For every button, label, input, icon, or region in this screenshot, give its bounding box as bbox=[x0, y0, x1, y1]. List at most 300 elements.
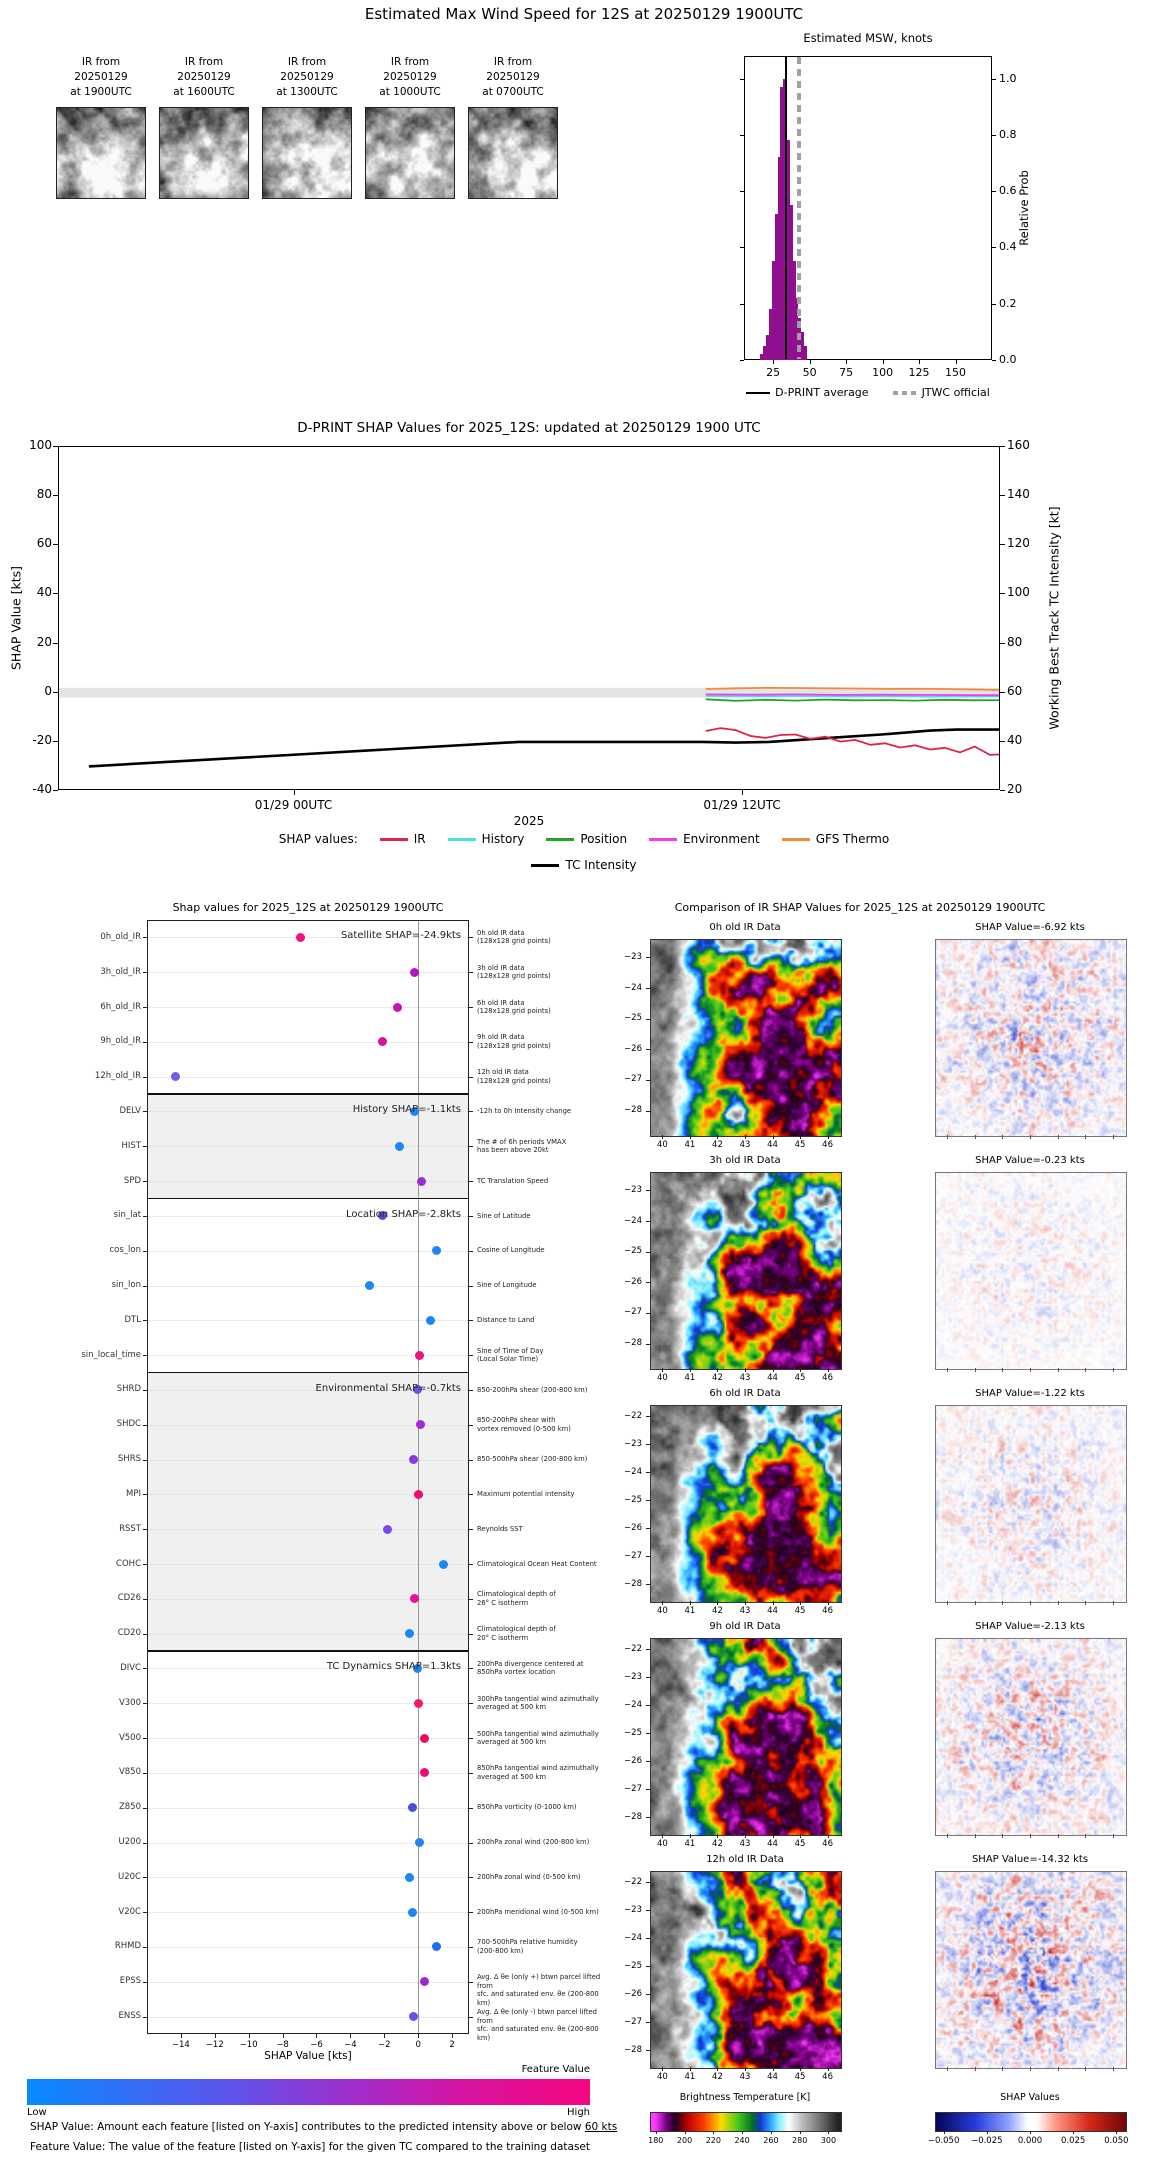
timeseries-ytick bbox=[1000, 790, 1005, 791]
bt-cb-tick-label: 300 bbox=[820, 2136, 837, 2145]
ir-xtick-label: 40 bbox=[656, 1140, 668, 1150]
ir-ytick-label: −24 bbox=[624, 1215, 642, 1226]
timeseries-ytick bbox=[53, 692, 58, 693]
shap-xtick bbox=[1002, 1601, 1003, 1605]
ir-ytick-label: −27 bbox=[624, 1550, 642, 1561]
timeseries-ytick-right: 40 bbox=[1007, 732, 1023, 747]
ir-ytick bbox=[646, 1080, 650, 1081]
feature-label: DIVC bbox=[120, 1662, 141, 1673]
feature-desc: -12h to 0h Intensity change bbox=[477, 1107, 572, 1116]
histogram-ytick bbox=[992, 135, 996, 136]
histogram-ytick bbox=[740, 360, 744, 361]
feature-desc: 500hPa tangential wind azimuthally averaged at 500 km bbox=[477, 1729, 599, 1747]
shap-xtick bbox=[1058, 1601, 1059, 1605]
timeseries-xlabel: 2025 bbox=[513, 814, 545, 828]
shap-xtick bbox=[1030, 1368, 1031, 1372]
row-gridline bbox=[148, 1599, 468, 1600]
bt-colorbar-label: Brightness Temperature [K] bbox=[679, 2092, 811, 2103]
ir-xtick bbox=[828, 1601, 829, 1605]
ir-panel-title: 6h old IR Data bbox=[709, 1388, 781, 1399]
featurevalue-colorbar-label: Feature Value bbox=[521, 2064, 590, 2075]
timeseries-legend-row1 bbox=[160, 832, 1008, 846]
shap-value-image bbox=[935, 939, 1127, 1137]
dotplot-xtick-label: −2 bbox=[377, 2040, 391, 2050]
histogram-ytick bbox=[992, 360, 996, 361]
ir-xtick bbox=[800, 1368, 801, 1372]
shap-xtick bbox=[1058, 1368, 1059, 1372]
feature-desc: 9h old IR data (128x128 grid points) bbox=[477, 1033, 551, 1050]
legend-label: Position bbox=[580, 832, 628, 846]
ir-xtick bbox=[773, 1834, 774, 1838]
ir-ytick-label: −27 bbox=[624, 1307, 642, 1318]
shap-panel-title: SHAP Value=-6.92 kts bbox=[975, 922, 1085, 933]
ir-ytick-label: −25 bbox=[624, 1013, 642, 1024]
dotplot-right-tick bbox=[469, 1738, 473, 1739]
legend-label: TC Intensity bbox=[565, 858, 637, 872]
histogram-ytick-label: 0.8 bbox=[999, 127, 1017, 141]
jtwc-official-line bbox=[797, 57, 801, 359]
ir-ytick bbox=[646, 1789, 650, 1790]
dotplot-right-tick bbox=[469, 1529, 473, 1530]
bt-cb-tick bbox=[742, 2131, 743, 2134]
ir-xtick bbox=[745, 1135, 746, 1139]
ir-xtick-label: 46 bbox=[822, 1373, 833, 1383]
ir-data-image bbox=[650, 1172, 842, 1370]
shap-cb-tick bbox=[987, 2131, 988, 2134]
dotplot-ytick bbox=[143, 972, 147, 973]
dotplot-xtick bbox=[350, 2034, 351, 2038]
ir-xtick bbox=[773, 2067, 774, 2071]
ir-data-image bbox=[650, 939, 842, 1137]
row-gridline bbox=[148, 1007, 468, 1008]
shap-xtick bbox=[1085, 1601, 1086, 1605]
legend-entry-history bbox=[448, 832, 525, 846]
ir-xtick-label: 40 bbox=[656, 1606, 668, 1616]
row-gridline bbox=[148, 1947, 468, 1948]
feature-label: V300 bbox=[118, 1697, 141, 1708]
ir-xtick bbox=[800, 1834, 801, 1838]
ir-xtick-label: 43 bbox=[739, 1606, 751, 1616]
ir-ytick-label: −22 bbox=[624, 1876, 642, 1887]
timeseries-ytick-left: 0 bbox=[44, 683, 52, 698]
ir-xtick-label: 44 bbox=[767, 2072, 778, 2082]
shap-dot bbox=[408, 1803, 417, 1812]
dotplot-right-tick bbox=[469, 1634, 473, 1635]
histogram-ytick-label: 0.4 bbox=[999, 240, 1017, 254]
dotplot-xtick-label: −6 bbox=[310, 2040, 323, 2050]
series-line-environment bbox=[706, 694, 1000, 695]
shap-xtick bbox=[1030, 1135, 1031, 1139]
timeseries-ytick bbox=[1000, 593, 1005, 594]
timeseries-ylabel-left: SHAP Value [kts] bbox=[8, 565, 24, 671]
feature-label: 6h_old_IR bbox=[100, 1001, 141, 1012]
ir-thumbnail-image bbox=[262, 107, 352, 199]
ir-xtick bbox=[828, 2067, 829, 2071]
ir-panel-title: 12h old IR Data bbox=[706, 1854, 784, 1865]
ir-xtick-label: 44 bbox=[767, 1839, 778, 1849]
shap-value-image bbox=[935, 1871, 1127, 2069]
ir-thumbnail-label: IR from 20250129 at 0700UTC bbox=[482, 56, 544, 98]
ir-ytick bbox=[646, 1221, 650, 1222]
ir-xtick-label: 42 bbox=[712, 1373, 723, 1383]
ir-xtick-label: 40 bbox=[656, 2072, 668, 2082]
shap-xtick bbox=[975, 2067, 976, 2071]
shap-xtick bbox=[1030, 1834, 1031, 1838]
ir-xtick bbox=[800, 1601, 801, 1605]
dotplot-xtick-label: −4 bbox=[344, 2040, 357, 2050]
shap-dot bbox=[420, 1768, 429, 1777]
shap-xtick bbox=[947, 1834, 948, 1838]
legend-entry bbox=[746, 386, 868, 399]
ir-xtick bbox=[828, 1135, 829, 1139]
timeseries-ytick bbox=[1000, 495, 1005, 496]
ir-xtick-label: 46 bbox=[822, 1839, 833, 1849]
ir-xtick bbox=[717, 1834, 718, 1838]
shap-xtick bbox=[1113, 1135, 1114, 1139]
feature-desc: 850hPa vorticity (0-1000 km) bbox=[477, 1803, 577, 1812]
dotplot-title: Shap values for 2025_12S at 20250129 1900UTC bbox=[172, 901, 444, 914]
dotplot-right-tick bbox=[469, 1146, 473, 1147]
shap-cb-tick bbox=[1030, 2131, 1031, 2134]
timeseries-ytick-right: 100 bbox=[1007, 585, 1030, 600]
histogram-xtick-label: 150 bbox=[945, 366, 967, 379]
feature-desc: Climatological depth of 26° C isotherm bbox=[477, 1590, 556, 1607]
timeseries-ytick-left: 80 bbox=[36, 487, 52, 502]
feature-label: 0h_old_IR bbox=[100, 931, 141, 942]
timeseries-ytick-left: 20 bbox=[36, 634, 52, 649]
bt-cb-tick-label: 260 bbox=[763, 2136, 779, 2145]
ir-ytick-label: −22 bbox=[624, 1643, 642, 1654]
timeseries-svg bbox=[59, 447, 1000, 790]
feature-desc: TC Translation Speed bbox=[477, 1176, 549, 1185]
histogram-ytick bbox=[740, 135, 744, 136]
timeseries-ytick bbox=[53, 544, 58, 545]
ir-xtick-label: 43 bbox=[739, 2072, 751, 2082]
footnote-shap-value-text: SHAP Value: Amount each feature [listed on Y-axis] contributes to the predicted intensity above or below bbox=[30, 2121, 585, 2133]
featurevalue-colorbar bbox=[27, 2079, 590, 2105]
timeseries-ytick-right: 60 bbox=[1007, 683, 1023, 698]
feature-desc: Sine of Time of Day (Local Solar Time) bbox=[477, 1346, 544, 1364]
shap-xtick bbox=[1113, 2067, 1114, 2071]
footnote-threshold: 60 kts bbox=[584, 2121, 618, 2133]
timeseries-ytick bbox=[53, 741, 58, 742]
dotplot-xtick bbox=[316, 2034, 317, 2038]
bt-cb-tick bbox=[800, 2131, 801, 2134]
line-swatch bbox=[649, 838, 677, 841]
shap-xtick bbox=[1002, 1834, 1003, 1838]
feature-desc: 850hPa tangential wind azimuthally averaged at 500 km bbox=[477, 1764, 599, 1781]
comparison-title: Comparison of IR SHAP Values for 2025_12S at 20250129 1900UTC bbox=[674, 901, 1046, 914]
dotplot-xtick-label: −14 bbox=[171, 2040, 190, 2050]
dotplot-xlabel: SHAP Value [kts] bbox=[264, 2050, 352, 2062]
shap-dot bbox=[439, 1560, 448, 1569]
ir-ytick-label: −26 bbox=[624, 1043, 642, 1054]
ir-xtick-label: 41 bbox=[684, 1373, 696, 1383]
ir-xtick-label: 45 bbox=[794, 1140, 806, 1150]
timeseries-ytick bbox=[53, 495, 58, 496]
ir-data-image bbox=[650, 1405, 842, 1603]
row-gridline bbox=[148, 1460, 468, 1461]
ir-xtick-label: 45 bbox=[794, 1839, 806, 1849]
shap-cb-tick-label: −0.025 bbox=[971, 2136, 1003, 2146]
ir-xtick bbox=[800, 1135, 801, 1139]
ir-ytick-label: −25 bbox=[624, 1246, 642, 1257]
feature-label: 3h_old_IR bbox=[100, 966, 141, 977]
shap-dot bbox=[405, 1873, 414, 1882]
shap-dot bbox=[378, 1037, 387, 1046]
histogram-ytick-label: 1.0 bbox=[999, 71, 1017, 85]
ir-xtick bbox=[745, 1834, 746, 1838]
bt-cb-tick-label: 240 bbox=[734, 2136, 750, 2145]
histogram-xtick-label: 125 bbox=[908, 366, 930, 379]
dotplot-ytick bbox=[143, 1808, 147, 1809]
ir-ytick-label: −28 bbox=[624, 1578, 642, 1589]
shap-xtick bbox=[1058, 1834, 1059, 1838]
dotplot-xtick-label: 0 bbox=[415, 2040, 421, 2050]
legend-label: D-PRINT average bbox=[775, 386, 869, 399]
ir-ytick bbox=[646, 1649, 650, 1650]
legend-label: History bbox=[481, 832, 525, 846]
ir-xtick-label: 45 bbox=[794, 2072, 806, 2082]
feature-desc: 6h old IR data (128x128 grid points) bbox=[477, 998, 551, 1016]
feature-label: HIST bbox=[121, 1140, 141, 1151]
ir-ytick-label: −25 bbox=[624, 1494, 642, 1505]
dotplot-xtick-label: −8 bbox=[276, 2040, 289, 2050]
timeseries-title: D-PRINT SHAP Values for 2025_12S: updated at 20250129 1900 UTC bbox=[297, 420, 761, 436]
ir-ytick-label: −25 bbox=[624, 1727, 642, 1738]
feature-desc: 850-500hPa shear (200-800 km) bbox=[477, 1455, 588, 1464]
shap-dot bbox=[395, 1142, 404, 1151]
dotplot-ytick bbox=[143, 937, 147, 938]
ir-xtick-label: 44 bbox=[767, 1606, 778, 1616]
bt-cb-tick bbox=[656, 2131, 657, 2134]
ir-ytick-label: −28 bbox=[624, 2044, 642, 2055]
featurevalue-low-label: Low bbox=[27, 2107, 47, 2118]
feature-label: DELV bbox=[119, 1105, 141, 1116]
timeseries-ytick bbox=[1000, 643, 1005, 644]
dotplot-ytick bbox=[143, 1564, 147, 1565]
dotplot-right-tick bbox=[469, 1460, 473, 1461]
dotplot-right-tick bbox=[469, 1668, 473, 1669]
ir-ytick bbox=[646, 1677, 650, 1678]
feature-label: U200 bbox=[118, 1837, 141, 1848]
feature-label: V850 bbox=[118, 1767, 141, 1778]
ir-xtick-label: 42 bbox=[712, 1140, 723, 1150]
histogram-xtick bbox=[846, 360, 847, 364]
shap-xtick bbox=[1113, 1834, 1114, 1838]
section-label: Environmental SHAP=-0.7kts bbox=[315, 1382, 461, 1394]
series-line-tc-intensity bbox=[89, 730, 1000, 767]
histogram-ytick bbox=[740, 247, 744, 248]
ir-ytick bbox=[646, 1761, 650, 1762]
shap-xtick bbox=[975, 1135, 976, 1139]
ir-xtick bbox=[773, 1601, 774, 1605]
histogram-xtick-label: 25 bbox=[766, 366, 781, 379]
feature-desc: Reynolds SST bbox=[477, 1524, 523, 1533]
dotplot-xtick-label: −10 bbox=[239, 2040, 258, 2050]
timeseries-ytick-left: 60 bbox=[36, 536, 52, 551]
ir-xtick-label: 43 bbox=[739, 1839, 751, 1849]
ir-xtick bbox=[662, 1601, 663, 1605]
timeseries-ytick-left: -40 bbox=[32, 782, 52, 796]
ir-xtick-label: 46 bbox=[822, 1606, 833, 1616]
ir-ytick bbox=[646, 1556, 650, 1557]
section-divider bbox=[147, 1650, 469, 1652]
footnote-shap-value bbox=[30, 2121, 617, 2133]
feature-desc: 300hPa tangential wind azimuthally averaged at 500 km bbox=[477, 1694, 599, 1712]
histogram-xtick bbox=[810, 360, 811, 364]
shap-panel-title: SHAP Value=-0.23 kts bbox=[975, 1155, 1085, 1166]
bt-cb-tick-label: 200 bbox=[676, 2136, 693, 2145]
ir-ytick bbox=[646, 1500, 650, 1501]
histogram-ylabel: Relative Prob bbox=[1017, 170, 1031, 246]
page-title: Estimated Max Wind Speed for 12S at 20250129 1900UTC bbox=[364, 5, 804, 23]
ir-xtick-label: 42 bbox=[712, 1839, 723, 1849]
dotplot-ytick bbox=[143, 1425, 147, 1426]
ir-ytick bbox=[646, 988, 650, 989]
ir-xtick bbox=[800, 2067, 801, 2071]
feature-label: 12h_old_IR bbox=[94, 1071, 141, 1082]
dotplot-right-tick bbox=[469, 1494, 473, 1495]
ir-xtick-label: 44 bbox=[767, 1373, 778, 1383]
ir-ytick-label: −24 bbox=[624, 1699, 642, 1710]
shap-dot bbox=[410, 968, 419, 977]
dotplot-ytick bbox=[143, 1390, 147, 1391]
ir-thumbnail-label: IR from 20250129 at 1300UTC bbox=[276, 56, 338, 98]
ir-xtick bbox=[690, 1135, 691, 1139]
dotplot-right-tick bbox=[469, 1808, 473, 1809]
shap-value-image bbox=[935, 1638, 1127, 1836]
ir-ytick bbox=[646, 1817, 650, 1818]
shap-xtick bbox=[1002, 1368, 1003, 1372]
ir-panel-title: 9h old IR Data bbox=[709, 1621, 781, 1632]
dotplot-ytick bbox=[143, 1529, 147, 1530]
row-gridline bbox=[148, 1564, 468, 1565]
histogram-xtick bbox=[956, 360, 957, 364]
ir-xtick-label: 41 bbox=[684, 1606, 696, 1616]
histogram-xtick-label: 100 bbox=[872, 366, 894, 379]
ir-ytick bbox=[646, 1344, 650, 1345]
ir-ytick bbox=[646, 1966, 650, 1967]
dotplot-ytick bbox=[143, 1738, 147, 1739]
legend-entry-ir bbox=[380, 832, 426, 846]
shap-dot bbox=[414, 1699, 423, 1708]
row-gridline bbox=[148, 1042, 468, 1043]
ir-xtick bbox=[828, 1834, 829, 1838]
ir-thumbnail-label: IR from 20250129 at 1600UTC bbox=[173, 56, 235, 98]
feature-desc: Climatological depth of 20° C isotherm bbox=[477, 1625, 556, 1642]
shap-xtick bbox=[1058, 2067, 1059, 2071]
shap-xtick bbox=[1113, 1601, 1114, 1605]
feature-desc: Sine of Longitude bbox=[477, 1281, 537, 1290]
ir-xtick-label: 41 bbox=[684, 1140, 696, 1150]
histogram-xtick-label: 50 bbox=[802, 366, 817, 379]
feature-desc: Distance to Land bbox=[477, 1316, 535, 1325]
series-line-history bbox=[706, 696, 1000, 697]
dotplot-right-tick bbox=[469, 1286, 473, 1287]
ir-ytick bbox=[646, 1444, 650, 1445]
dotplot-right-tick bbox=[469, 1042, 473, 1043]
shap-panel-title: SHAP Value=-14.32 kts bbox=[971, 1854, 1089, 1865]
histogram-legend bbox=[654, 386, 1082, 399]
feature-label: V20C bbox=[118, 1906, 141, 1917]
shap-xtick bbox=[947, 1601, 948, 1605]
dotplot-right-tick bbox=[469, 1390, 473, 1391]
shap-panel-title: SHAP Value=-1.22 kts bbox=[975, 1388, 1085, 1399]
feature-label: COHC bbox=[116, 1558, 141, 1569]
dotplot-xtick bbox=[249, 2034, 250, 2038]
ir-xtick-label: 42 bbox=[712, 1606, 723, 1616]
ir-ytick bbox=[646, 957, 650, 958]
timeseries-ytick bbox=[1000, 692, 1005, 693]
ir-ytick bbox=[646, 1882, 650, 1883]
ir-ytick-label: −23 bbox=[624, 1184, 642, 1195]
ir-xtick-label: 43 bbox=[739, 1373, 751, 1383]
feature-label: MPI bbox=[126, 1488, 141, 1499]
ir-xtick bbox=[828, 1368, 829, 1372]
ir-ytick bbox=[646, 2050, 650, 2051]
dotplot-right-tick bbox=[469, 1216, 473, 1217]
dotplot-ytick bbox=[143, 1042, 147, 1043]
ir-thumbnail-label: IR from 20250129 at 1000UTC bbox=[379, 56, 441, 98]
legend-label: JTWC official bbox=[921, 386, 990, 399]
histogram-ytick bbox=[740, 79, 744, 80]
ir-ytick bbox=[646, 1313, 650, 1314]
dotplot-right-tick bbox=[469, 1077, 473, 1078]
shap-cb-tick-label: 0.050 bbox=[1104, 2136, 1129, 2146]
ir-ytick-label: −23 bbox=[624, 1438, 642, 1449]
feature-label: 9h_old_IR bbox=[100, 1036, 141, 1047]
bt-cb-tick bbox=[828, 2131, 829, 2134]
ir-data-image bbox=[650, 1638, 842, 1836]
row-gridline bbox=[148, 1146, 468, 1147]
dotplot-ytick bbox=[143, 1146, 147, 1147]
histogram-ytick-label: 0.0 bbox=[999, 353, 1017, 366]
line-swatch bbox=[380, 838, 408, 841]
dotplot-ytick bbox=[143, 1007, 147, 1008]
legend-entry-gfs-thermo bbox=[782, 832, 890, 846]
dotplot-right-tick bbox=[469, 1912, 473, 1913]
feature-desc: 12h old IR data (128x128 grid points) bbox=[477, 1068, 551, 1085]
dotplot-ytick bbox=[143, 1947, 147, 1948]
ir-xtick bbox=[690, 2067, 691, 2071]
shap-xtick bbox=[1030, 2067, 1031, 2071]
dotplot-right-tick bbox=[469, 1564, 473, 1565]
legend-entry bbox=[893, 386, 990, 399]
dotplot-ytick bbox=[143, 1216, 147, 1217]
ir-xtick-label: 46 bbox=[822, 1140, 833, 1150]
ir-data-image bbox=[650, 1871, 842, 2069]
dprint-average-line bbox=[785, 57, 787, 359]
featurevalue-high-label: High bbox=[567, 2107, 590, 2118]
ir-panel-title: 0h old IR Data bbox=[709, 922, 781, 933]
timeseries-legend-row2 bbox=[160, 858, 1008, 872]
ir-ytick-label: −24 bbox=[624, 1932, 642, 1943]
shap-value-image bbox=[935, 1172, 1127, 1370]
dotplot-ytick bbox=[143, 1912, 147, 1913]
dotplot-ytick bbox=[143, 1460, 147, 1461]
dotplot-ytick bbox=[143, 1634, 147, 1635]
ir-ytick bbox=[646, 1994, 650, 1995]
ir-ytick bbox=[646, 1910, 650, 1911]
bt-cb-tick bbox=[713, 2131, 714, 2134]
bt-cb-tick bbox=[771, 2131, 772, 2134]
dotplot-ytick bbox=[143, 1251, 147, 1252]
shap-dot bbox=[417, 1177, 426, 1186]
ir-ytick bbox=[646, 1252, 650, 1253]
dotplot-xtick bbox=[452, 2034, 453, 2038]
shap-panel-title: SHAP Value=-2.13 kts bbox=[975, 1621, 1085, 1632]
